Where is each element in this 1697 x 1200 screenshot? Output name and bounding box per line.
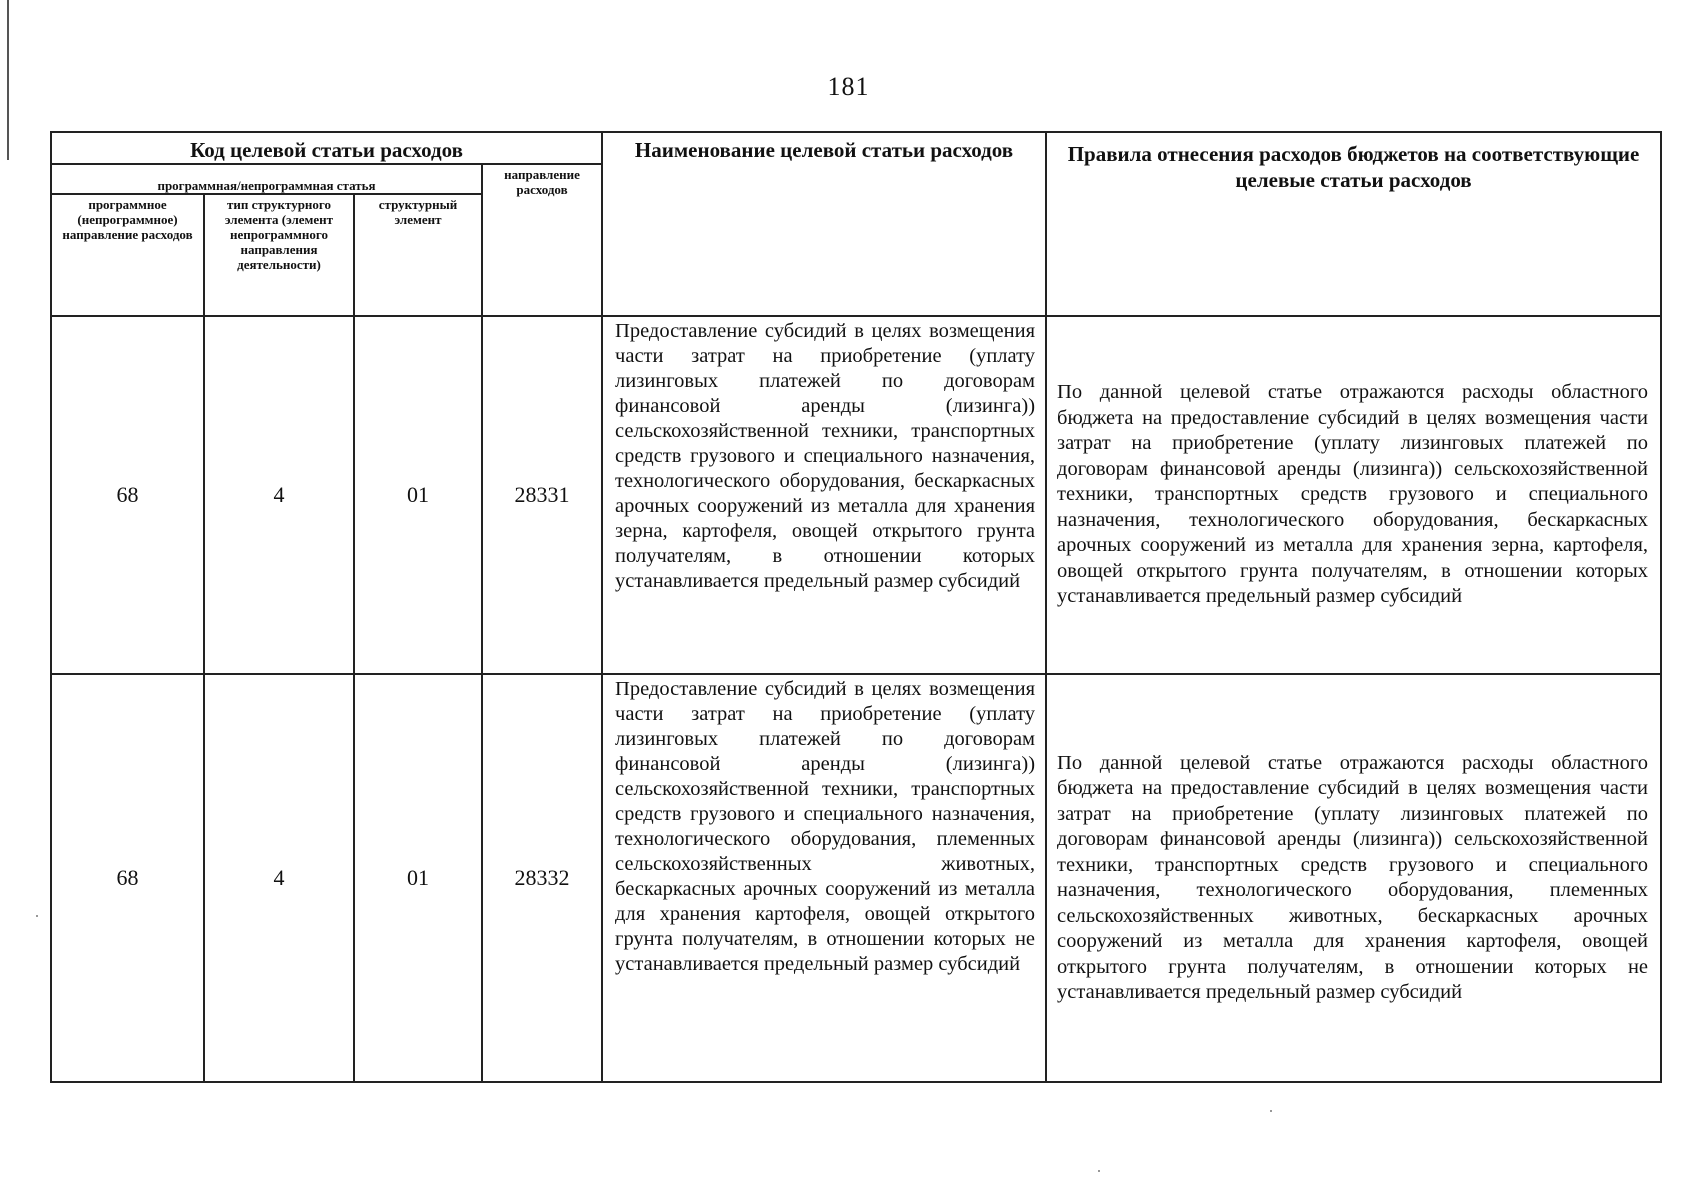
cell-element-type: 4 (204, 316, 354, 674)
table-row (51, 316, 1661, 674)
cell-structural-element: 01 (354, 316, 482, 674)
header-expense-direction: направление расходов (482, 164, 602, 316)
cell-expense-name: Предоставление субсидий в целях возмещения части затрат на приобретение (уплату лизинговых платежей по договорам финансовой аренды (лизинга)) сельскохозяйственной техники, транспортных средств грузового и специального назначения, технологического оборудования, племенных сельскохозяйственных животных, бескаркасных арочных сооружений из металла для хранения картофеля, овощей открытого грунта получателям, в отношении которых не устанавливается предельный размер субсидий (602, 674, 1046, 1082)
header-structural-element: структурный элемент (354, 194, 482, 316)
cell-element-type: 4 (204, 674, 354, 1082)
header-code-group: Код целевой статьи расходов (51, 132, 602, 164)
budget-classification-table (50, 131, 1662, 1083)
cell-structural-element: 01 (354, 674, 482, 1082)
cell-expense-rule: По данной целевой статье отражаются расходы областного бюджета на предоставление субсидий в целях возмещения части затрат на приобретение (уплату лизинговых платежей по договорам финансовой аренды (лизинга)) сельскохозяйственной техники, транспортных средств грузового и специального назначения, технологического оборудования, бескаркасных арочных сооружений из металла для хранения зерна, картофеля, овощей открытого грунта получателям, в отношении которых устанавливается предельный размер субсидий (1046, 316, 1661, 674)
cell-program-direction: 68 (51, 674, 204, 1082)
cell-expense-direction: 28331 (482, 316, 602, 674)
page-number: 181 (827, 72, 870, 101)
header-program-group: программная/непрограммная статья (51, 164, 482, 194)
cell-expense-direction: 28332 (482, 674, 602, 1082)
scan-speck (1270, 1110, 1272, 1112)
table-row (51, 674, 1661, 1082)
cell-program-direction: 68 (51, 316, 204, 674)
scan-speck (36, 915, 38, 917)
cell-expense-rule: По данной целевой статье отражаются расходы областного бюджета на предоставление субсидий в целях возмещения части затрат на приобретение (уплату лизинговых платежей по договорам финансовой аренды (лизинга)) сельскохозяйственной техники, транспортных средств грузового и специального назначения, технологического оборудования, племенных сельскохозяйственных животных, бескаркасных арочных сооружений из металла для хранения картофеля, овощей открытого грунта получателям, в отношении которых не устанавливается предельный размер субсидий (1046, 674, 1661, 1082)
cell-expense-name: Предоставление субсидий в целях возмещения части затрат на приобретение (уплату лизинговых платежей по договорам финансовой аренды (лизинга)) сельскохозяйственной техники, транспортных средств грузового и специального назначения, технологического оборудования, бескаркасных арочных сооружений из металла для хранения зерна, картофеля, овощей открытого грунта получателям, в отношении которых устанавливается предельный размер субсидий (602, 316, 1046, 674)
header-element-type: тип структурного элемента (элемент непрограммного направления деятельности) (204, 194, 354, 316)
header-name: Наименование целевой статьи расходов (602, 132, 1046, 316)
scan-speck (1098, 1170, 1100, 1172)
header-rules: Правила отнесения расходов бюджетов на соответствующие целевые статьи расходов (1046, 132, 1661, 316)
header-row-1 (51, 132, 1661, 164)
header-program-direction: программное (непрограммное) направление расходов (51, 194, 204, 316)
